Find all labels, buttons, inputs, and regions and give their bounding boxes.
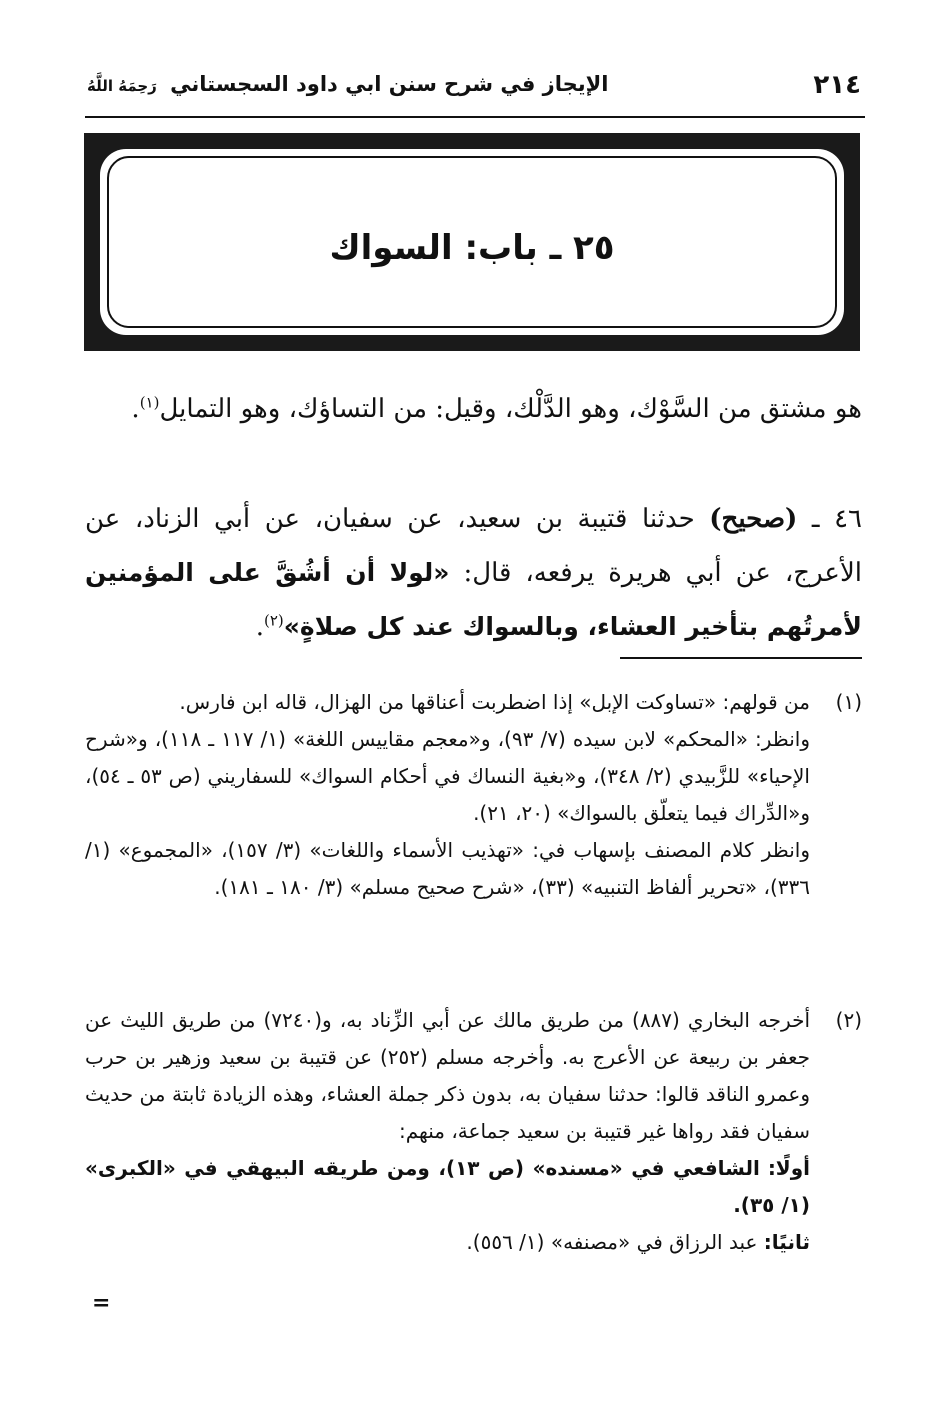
chapter-frame: [84, 133, 860, 351]
footnote-body: [85, 1002, 810, 1261]
footnote-body: [85, 684, 810, 906]
chapter-title: ٢٥ ـ باب: السواك: [329, 228, 615, 268]
footnote-marker: (٢): [835, 1008, 862, 1032]
list-item-text: عبد الرزاق في «مصنفه» (١/ ٥٥٦).: [466, 1230, 758, 1254]
footnote-list-item: [85, 1150, 810, 1224]
chapter-frame-inner: [100, 149, 844, 335]
hadith-end: .: [255, 612, 264, 642]
footnote-1: [85, 684, 862, 906]
footnote-2: [85, 1002, 862, 1261]
hadith-isnad: حدثنا قتيبة بن سعيد، عن سفيان، عن أبي الزناد، عن الأعرج، عن أبي هريرة يرفعه، قال:: [85, 504, 862, 588]
running-title: [87, 72, 609, 96]
footnote-marker: (١): [835, 690, 862, 714]
intro-text: هو مشتق من السَّوْك، وهو الدَّلْك، وقيل: من التساؤك، وهو التمايل: [159, 394, 862, 424]
footnote-line: من قولهم: «تساوكت الإبل» إذا اضطربت أعناقها من الهزال، قاله ابن فارس.: [179, 690, 810, 714]
footnote-line: وانظر كلام المصنف بإسهاب في: «تهذيب الأسماء واللغات» (٣/ ١٥٧)، «المجموع» (١/ ٣٣٦)، «تحرير ألفاظ التنبيه» (٣٣)، «شرح صحيح مسلم» (٣/ ١٨٠ ـ ١٨١).: [85, 838, 810, 899]
hadith-number: ٤٦ ـ: [811, 504, 863, 534]
list-item-text: الشافعي في «مسنده» (ص ١٣)، ومن طريقه البيهقي في «الكبرى» (١/ ٣٥).: [85, 1156, 810, 1217]
intro-paragraph: [85, 382, 862, 436]
page-number: ٢١٤: [813, 70, 861, 100]
hadith-paragraph: [85, 492, 862, 654]
list-item-label: ثانيًا:: [763, 1230, 810, 1254]
footnote-line: وانظر: «المحكم» لابن سيده (٧/ ٩٣)، و«معجم مقاييس اللغة» (١/ ١١٧ ـ ١١٨)، و«شرح الإحياء» للزَّبيدي (٢/ ٣٤٨)، و«بغية النساك في أحكام السواك» للسفاريني (ص ٥٣ ـ ٥٤)، و«الدِّراك فيما يتعلّق بالسواك» (٢٠، ٢١).: [85, 727, 810, 825]
running-title-text: الإيجاز في شرح سنن ابي داود السجستاني: [170, 72, 609, 96]
continuation-mark: =: [92, 1290, 111, 1316]
intro-end: .: [131, 394, 140, 424]
footnote-line: أخرجه البخاري (٨٨٧) من طريق مالك عن أبي الزِّناد به، و(٧٢٤٠) من طريق الليث عن جعفر بن ربيعة عن الأعرج به. وأخرجه مسلم (٢٥٢) عن قتيبة بن سعيد وزهير بن حرب وعمرو الناقد قالوا: حدثنا سفيان به، بدون ذكر جملة العشاء، وهذه الزيادة ثابتة من حديث سفيان فقد رواها غير قتيبة بن سعيد جماعة، منهم:: [85, 1008, 811, 1143]
header-rule: [85, 116, 865, 118]
footnote-ref-2: (٢): [264, 611, 284, 630]
footnote-separator: [620, 657, 862, 659]
footnote-ref-1: (١): [139, 393, 160, 412]
hadith-matn: «لولا أن أشُقَّ على المؤمنين لأمرتُهم بتأخير العشاء، وبالسواك عند كل صلاةٍ»: [85, 558, 862, 641]
list-item-label: أولًا:: [767, 1156, 810, 1180]
hadith-grade: (صحيح): [709, 504, 798, 534]
chapter-frame-border: [107, 156, 837, 328]
page-header: [85, 66, 865, 118]
honorific: رَحِمَهُ اللَّهُ: [87, 77, 157, 95]
footnote-list-item: [85, 1224, 810, 1261]
